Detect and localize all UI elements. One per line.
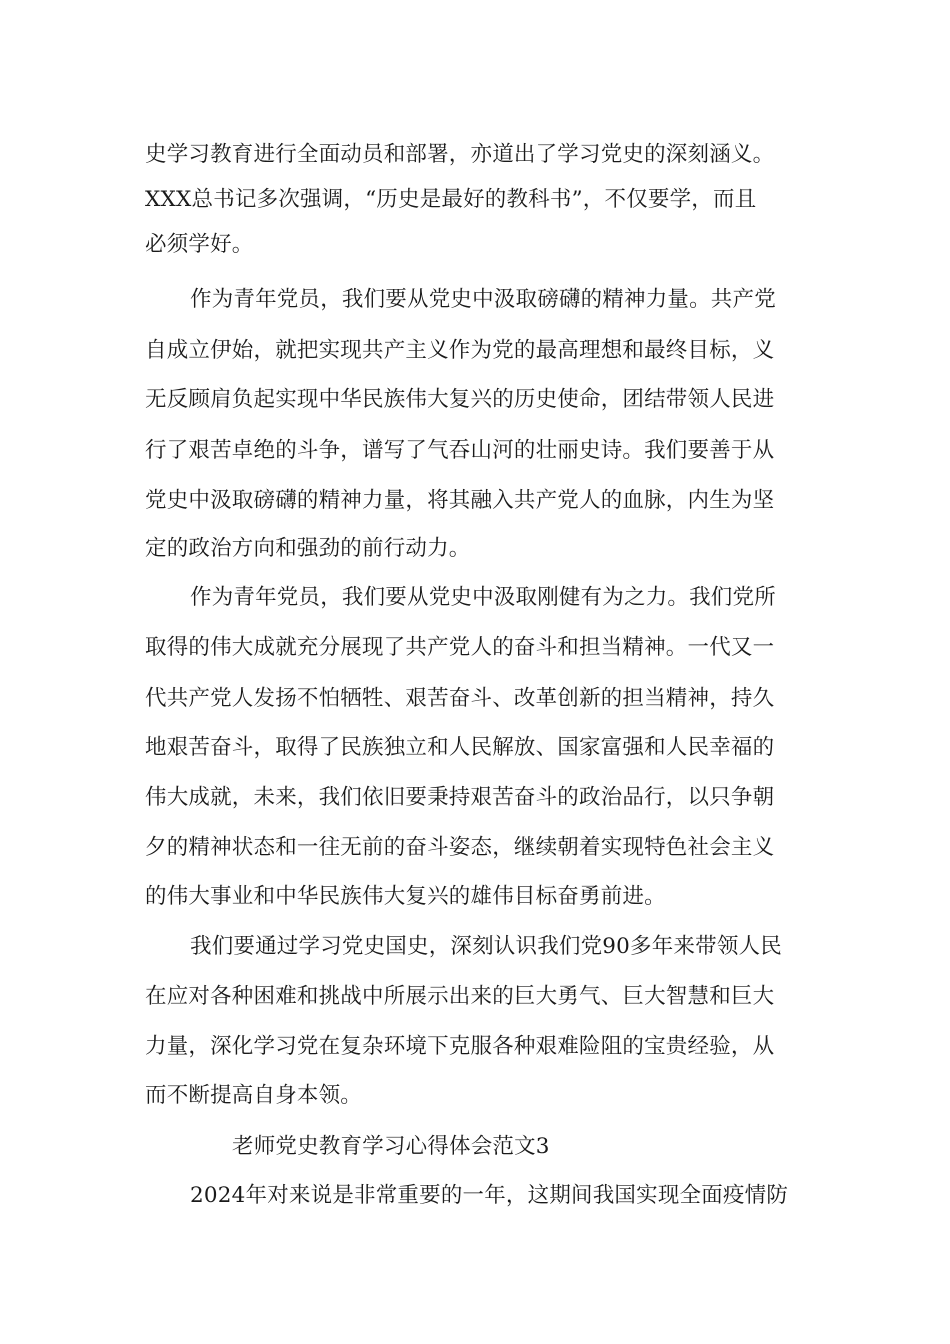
paragraph-line: 2024年对来说是非常重要的一年，这期间我国实现全面疫情防	[190, 1183, 789, 1208]
paragraph-line: 代共产党人发扬不怕牺牲、艰苦奋斗、改革创新的担当精神，持久	[145, 686, 775, 711]
paragraph-line: 作为青年党员，我们要从党史中汲取刚健有为之力。我们党所	[190, 585, 776, 610]
paragraph-line: 我们要通过学习党史国史，深刻认识我们党90多年来带领人民	[190, 934, 782, 959]
paragraph-line: 地艰苦奋斗，取得了民族独立和人民解放、国家富强和人民幸福的	[145, 735, 775, 760]
paragraph-line: 取得的伟大成就充分展现了共产党人的奋斗和担当精神。一代又一	[145, 635, 775, 660]
paragraph-line: 无反顾肩负起实现中华民族伟大复兴的历史使命，团结带领人民进	[145, 387, 775, 412]
paragraph-line: 定的政治方向和强劲的前行动力。	[145, 536, 471, 561]
paragraph-line: 史学习教育进行全面动员和部署，亦道出了学习党史的深刻涵义。	[145, 142, 775, 167]
paragraph-line: 必须学好。	[145, 232, 254, 257]
paragraph-line: 伟大成就，未来，我们依旧要秉持艰苦奋斗的政治品行，以只争朝	[145, 785, 775, 810]
paragraph-line: 行了艰苦卓绝的斗争，谱写了气吞山河的壮丽史诗。我们要善于从	[145, 438, 775, 463]
paragraph-line: 作为青年党员，我们要从党史中汲取磅礴的精神力量。共产党	[190, 287, 776, 312]
paragraph-line: 在应对各种困难和挑战中所展示出来的巨大勇气、巨大智慧和巨大	[145, 984, 775, 1009]
paragraph-line: 党史中汲取磅礴的精神力量，将其融入共产党人的血脉，内生为坚	[145, 488, 775, 513]
paragraph-line: 的伟大事业和中华民族伟大复兴的雄伟目标奋勇前进。	[145, 884, 666, 909]
paragraph-line: XXX总书记多次强调，“历史是最好的教科书”，不仅要学，而且	[145, 187, 757, 212]
paragraph-line: 夕的精神状态和一往无前的奋斗姿态，继续朝着实现特色社会主义	[145, 835, 775, 860]
paragraph-line: 自成立伊始，就把实现共产主义作为党的最高理想和最终目标，义	[145, 338, 775, 363]
paragraph-line: 而不断提高自身本领。	[145, 1083, 363, 1108]
paragraph-line: 力量，深化学习党在复杂环境下克服各种艰难险阻的宝贵经验，从	[145, 1034, 775, 1059]
section-heading: 老师党史教育学习心得体会范文3	[232, 1134, 550, 1159]
